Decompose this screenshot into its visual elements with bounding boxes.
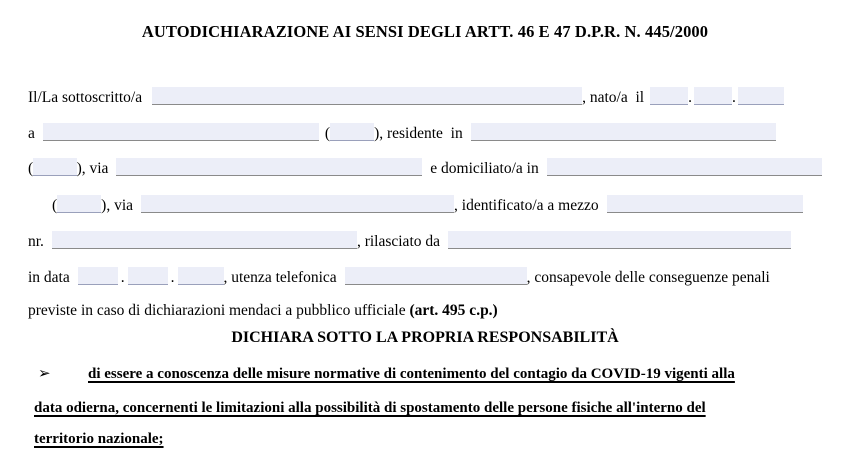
label-identified-by: , identificato/a a mezzo [454,197,599,214]
form-row-domicile-street [28,192,822,215]
declaration-line-1: di essere a conoscenza delle misure normative di contenimento del contagio da COVID-19 vigenti alla [88,366,735,382]
label-phone-number: , utenza telefonica [223,269,337,286]
declaration-line-2: data odierna, concernenti le limitazioni alla possibilità di spostamento delle persone fisiche all'interno del [34,400,706,416]
date-separator-2: . [731,89,736,106]
label-paren-open-residence: ( [28,160,34,177]
field-residence-city[interactable] [471,123,776,141]
form-row-residence-street [28,155,822,178]
declaration-line-3: territorio nazionale; [34,431,164,447]
arrow-bullet-icon: ➢ [38,364,51,382]
issue-date-separator-1: . [120,269,125,286]
label-born-on: , nato/a il [582,89,645,106]
form-row-birthplace [28,120,822,143]
label-paren-open-domicile: ( [52,197,58,214]
label-residence-street: ), via [76,160,109,177]
label-paren-open-birth: ( [324,125,331,142]
field-id-type[interactable] [607,195,803,213]
penalty-text: previste in caso di dichiarazioni mendaci a pubblico ufficiale [28,302,410,319]
field-birth-place[interactable] [43,123,319,141]
field-id-number[interactable] [52,231,357,249]
label-subscriber: Il/La sottoscritto/a [28,89,143,106]
field-issue-day[interactable] [78,267,118,285]
penalty-paragraph [28,302,498,320]
field-birth-month[interactable] [694,87,732,105]
date-separator-1: . [688,89,692,106]
label-issue-date: in data [28,269,70,286]
label-id-number: nr. [28,233,44,250]
issue-date-separator-2: . [170,269,175,286]
label-issued-by: , rilasciato da [356,233,441,250]
field-domicile-province[interactable] [57,195,101,213]
label-domicile-street: ), via [101,197,134,214]
form-row-id-number [28,228,822,251]
field-full-name[interactable] [152,87,582,105]
label-aware-of-penalties: , consapevole delle conseguenze penali [526,269,770,286]
field-issuer[interactable] [448,231,791,249]
field-domicile-city[interactable] [547,158,822,176]
penalty-article-reference: (art. 495 c.p.) [409,302,498,319]
field-birth-year[interactable] [738,87,784,105]
declaration-heading: DICHIARA SOTTO LA PROPRIA RESPONSABILITÀ [231,329,619,346]
field-residence-street[interactable] [116,158,422,176]
field-birth-province[interactable] [330,123,374,141]
field-issue-year[interactable] [178,267,224,285]
field-domicile-street[interactable] [141,195,454,213]
field-birth-day[interactable] [650,87,688,105]
form-row-issue-date-phone [28,264,822,287]
field-residence-province[interactable] [33,158,76,176]
label-domiciled-in: e domiciliato/a in [430,160,539,177]
form-row-subscriber [28,84,822,107]
field-issue-month[interactable] [128,267,168,285]
page-title: AUTODICHIARAZIONE AI SENSI DEGLI ARTT. 46 E 47 D.P.R. N. 445/2000 [141,22,709,41]
label-at-place: a [28,125,35,142]
field-phone-number[interactable] [345,267,527,285]
label-residence-in: ), residente in [374,125,463,142]
